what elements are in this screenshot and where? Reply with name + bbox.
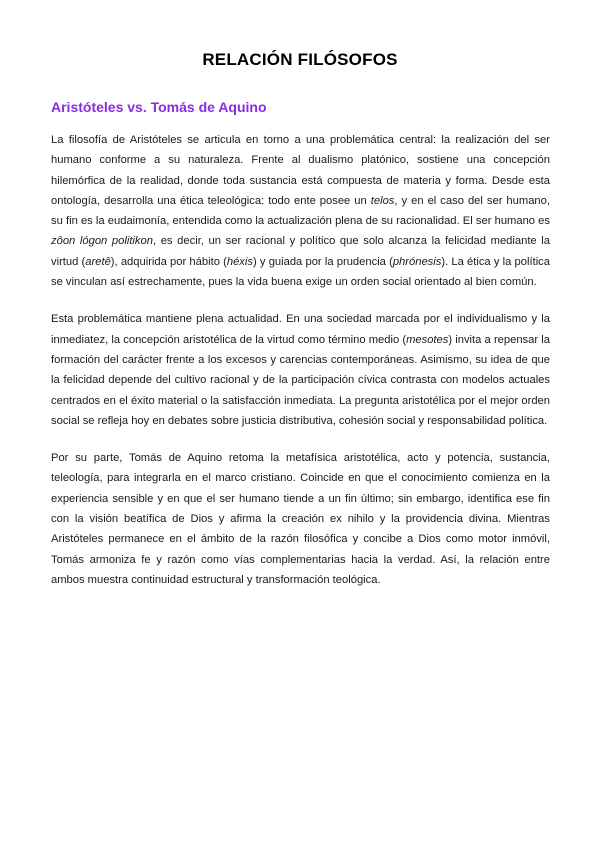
paragraph-3 [51, 448, 550, 590]
text-run: , es decir, un ser racional y político que solo alcanza la felicidad mediante la virtud ( [51, 235, 550, 268]
italic-term: phrónesis [392, 255, 442, 268]
paragraph-2 [51, 309, 550, 431]
text-run: ) invita a repensar la formación del carácter frente a los excesos y carencias contemporáneas. Asimismo, su idea de que la felicidad depende del cultivo racional y de la participación cívica contrasta con modelos actuales centrados en el éxito material o la satisfacción inmediata. La pregunta aristotélica por el mejor orden social se refleja hoy en debates sobre justicia distributiva, cohesión social y responsabilidad política. [51, 333, 550, 427]
italic-term: telos [370, 194, 395, 207]
text-run: ). La ética y la política se vinculan así estrechamente, pues la vida buena exige un orden social orientado al bien común. [51, 255, 551, 289]
document-body [51, 130, 550, 607]
italic-term: héxis [226, 255, 253, 268]
paragraph-1 [51, 130, 550, 292]
text-run: Por su parte, Tomás de Aquino retoma la metafísica aristotélica, acto y potencia, sustancia, teleología, para integrarla en el marco cristiano. Coincide en que el conocimiento comienza en la experiencia sensible y en que el ser humano tiende a un fin último; sin embargo, identifica ese fin con la visión beatífica de Dios y afirma la creación ex nihilo y la providencia divina. Mientras Aristóteles permanece en el ámbito de la razón filosófica y concibe a Dios como motor inmóvil, Tomás armoniza fe y razón como vías complementarias hacia la verdad. Así, la relación entre ambos muestra continuidad estructural y transformación teológica. [51, 452, 550, 586]
document-title: RELACIÓN FILÓSOFOS [202, 50, 398, 69]
italic-term: mesotes [406, 333, 449, 346]
text-run: , y en el caso del ser humano, su fin es la eudaimonía, entendida como la actualización plena de su racionalidad. El ser humano es [51, 194, 550, 228]
text-run: ) y guiada por la prudencia ( [252, 255, 393, 268]
text-run: La filosofía de Aristóteles se articula en torno a una problemática central: la realización del ser humano conforme a su naturaleza. Frente al dualismo platónico, sostiene una concepción hilemórfica de la realidad, donde toda sustancia está compuesta de materia y forma. Desde esta ontología, desarrolla una ética teleológica: todo ente posee un [51, 134, 550, 207]
italic-term: aretê [85, 255, 111, 268]
text-run: Esta problemática mantiene plena actualidad. En una sociedad marcada por el individualismo y la inmediatez, la concepción aristotélica de la virtud como término medio ( [51, 313, 550, 346]
section-heading: Aristóteles vs. Tomás de Aquino [51, 99, 267, 115]
text-run: ), adquirida por hábito ( [110, 255, 227, 268]
italic-term: zôon lógon politikon [51, 235, 153, 248]
